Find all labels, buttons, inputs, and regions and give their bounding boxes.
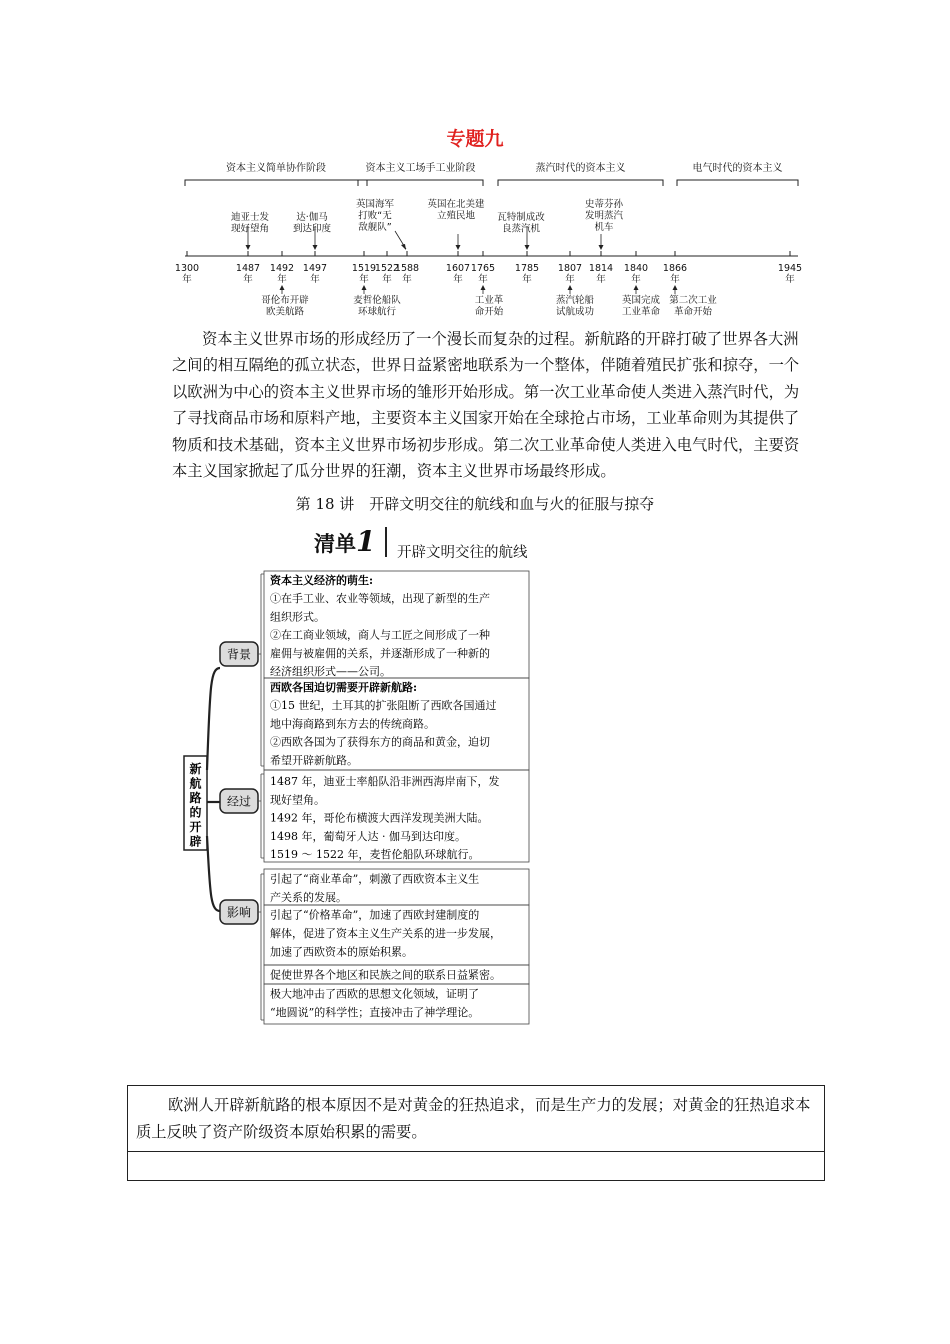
tick-unit: 年 (478, 274, 488, 285)
content-line: 解体，促进了资本主义生产关系的进一步发展， (270, 927, 501, 940)
content-line: 地中海商路到东方去的传统商路。 (270, 717, 435, 731)
root-char: 开 (189, 820, 202, 834)
lecture-heading: 第 18 讲 开辟文明交往的航线和血与火的征服与掠夺 (295, 495, 655, 513)
event-below-label: 工业革 (474, 295, 504, 306)
event-above-label: 瓦特制成改 (497, 212, 545, 223)
content-line: 1519 ～ 1522 年，麦哲伦船队环球航行。 (270, 848, 480, 862)
tick-unit: 年 (522, 274, 532, 285)
event-below-label: 工业革命 (621, 306, 661, 318)
tick-year: 1588 (394, 263, 420, 274)
branch-connector (207, 668, 220, 770)
content-line: 产关系的发展。 (270, 891, 347, 904)
intro-paragraph: 资本主义世界市场的形成经历了一个漫长而复杂的过程。新航路的开辟打破了世界各大洲之间的相互隔绝的孤立状态，世界日益紧密地联系为一个整体，伴随着殖民扩张和掠夺，一个以欧洲为中心的资本主义世界市场的雏形开始形成。第一次工业革命使人类进入蒸汽时代，为了寻找商品市场和原料产地，主要资本主义国家开始在全球抢占市场，工业革命则为其提供了物质和技术基础，资本主义世界市场初步形成。第二次工业革命使人类进入电气时代，主要资本主义国家掀起了瓜分世界的狂潮，资本主义世界市场最终形成。 (172, 330, 800, 481)
bracket-line (258, 874, 264, 1020)
tick-year: 1807 (557, 263, 583, 274)
arrow-head (313, 245, 318, 250)
content-line: 组织形式。 (270, 610, 325, 624)
arrow-head (362, 285, 367, 290)
event-below-label: 麦哲伦船队 (353, 295, 401, 306)
tick-year: 1487 (235, 263, 261, 274)
content-line: “地圆说”的科学性；直接冲击了神学理论。 (270, 1006, 480, 1019)
history-timeline (170, 150, 810, 320)
bracket-line (258, 774, 264, 858)
content-line: 经济组织形式——公司。 (270, 665, 391, 679)
content-line: 1487 年，迪亚士率船队沿非洲西海岸南下，发 (270, 775, 500, 788)
tick-year: 1497 (302, 263, 328, 274)
checklist-subtitle: 开辟文明交往的航线 (396, 545, 528, 561)
tick-unit: 年 (382, 274, 392, 285)
arrow-head (568, 285, 573, 290)
checklist-prefix: 清单 (314, 532, 356, 556)
tick-unit: 年 (565, 274, 575, 285)
checklist-divider (385, 527, 387, 557)
content-line: ①在手工业、农业等领域，出现了新型的生产 (270, 592, 490, 605)
tick-unit: 年 (785, 274, 795, 285)
event-above-label: 英国在北美建 (427, 199, 485, 210)
tick-year: 1519 (351, 263, 377, 274)
content-line: 现好望角。 (270, 793, 325, 807)
arrow-head (401, 244, 406, 250)
tick-year: 1522 (374, 263, 400, 274)
bracket-line (258, 574, 264, 766)
stage-label: 电气时代的资本主义 (692, 163, 783, 174)
page-title: 专题九 (446, 128, 504, 150)
event-above-label: 良蒸汽机 (501, 223, 541, 235)
tick-unit: 年 (453, 274, 463, 285)
content-line: 1492 年，哥伦布横渡大西洋发现美洲大陆。 (270, 811, 489, 825)
event-below-label: 第二次工业 (669, 295, 717, 306)
event-above-label: 发明蒸汽 (584, 210, 624, 222)
tick-unit: 年 (670, 274, 680, 285)
content-box (264, 571, 529, 678)
tick-year: 1840 (623, 263, 649, 274)
stage-label: 资本主义简单协作阶段 (226, 163, 326, 174)
root-char: 航 (189, 776, 202, 791)
event-above-label: 迪亚士发 (230, 212, 270, 223)
branch-node-label: 经过 (226, 794, 252, 809)
content-line: 希望开辟新航路。 (270, 753, 358, 767)
arrow-head (456, 245, 461, 250)
stage-label: 资本主义工场手工业阶段 (365, 163, 476, 174)
stage-bracket (498, 180, 663, 186)
event-above-label: 打败“无 (358, 210, 392, 222)
tick-year: 1814 (588, 263, 614, 274)
arrow-head (525, 245, 530, 250)
note-box (127, 1085, 825, 1181)
event-below-label: 命开始 (474, 306, 504, 318)
tick-unit: 年 (182, 274, 192, 285)
content-line: 促使世界各个地区和民族之间的联系日益紧密。 (270, 968, 501, 982)
root-char: 的 (189, 805, 202, 820)
note-text: 欧洲人开辟新航路的根本原因不是对黄金的狂热追求，而是生产力的发展；对黄金的狂热追求本质上反映了资产阶级资本原始积累的需要。 (128, 1086, 824, 1152)
event-above-label: 史蒂芬孙 (584, 199, 624, 210)
content-line: 1498 年，葡萄牙人达 · 伽马到达印度。 (270, 829, 466, 843)
arrow-head (246, 245, 251, 250)
tick-year: 1785 (514, 263, 540, 274)
tick-unit: 年 (631, 274, 641, 285)
event-below-label: 哥伦布开辟 (261, 295, 309, 306)
event-below-label: 英国完成 (621, 295, 661, 306)
event-below-label: 环球航行 (357, 306, 397, 318)
root-char: 新 (189, 762, 202, 776)
event-above-label: 敌舰队” (358, 222, 392, 233)
arrow-head (280, 285, 285, 290)
event-above-label: 英国海军 (355, 199, 395, 210)
tick-year: 1765 (470, 263, 496, 274)
arrow-head (599, 245, 604, 250)
event-below-label: 欧美航路 (265, 306, 305, 318)
tick-unit: 年 (402, 274, 412, 285)
arrow-head (634, 285, 639, 290)
content-line: ①15 世纪，土耳其的扩张阻断了西欧各国通过 (270, 699, 497, 712)
tick-unit: 年 (310, 274, 320, 285)
event-below-label: 革命开始 (673, 306, 713, 318)
content-line: ②在工商业领域，商人与工匠之间形成了一种 (270, 628, 490, 642)
event-below-label: 试航成功 (555, 306, 595, 318)
event-above-label: 现好望角 (230, 223, 270, 235)
stage-label: 蒸汽时代的资本主义 (535, 163, 626, 174)
tick-year: 1607 (445, 263, 471, 274)
root-char: 辟 (189, 834, 202, 849)
content-line: 引起了“商业革命”，刺激了西欧资本主义生 (270, 872, 480, 886)
content-line: 引起了“价格革命”，加速了西欧封建制度的 (270, 908, 480, 922)
tick-year: 1945 (777, 263, 803, 274)
tick-year: 1866 (662, 263, 688, 274)
branch-connector (207, 836, 220, 911)
content-heading: 西欧各国迫切需要开辟新航路: (270, 681, 418, 694)
content-line: ②西欧各国为了获得东方的商品和黄金，迫切 (270, 735, 490, 749)
content-line: 加速了西欧资本的原始积累。 (270, 945, 413, 959)
content-heading: 资本主义经济的萌生: (270, 574, 374, 587)
event-above-label: 到达印度 (292, 223, 332, 235)
root-char: 路 (189, 791, 202, 805)
content-line: 雇佣与被雇佣的关系，并逐渐形成了一种新的 (270, 646, 490, 660)
stage-bracket (677, 180, 798, 186)
checklist-heading (314, 525, 527, 559)
tick-unit: 年 (596, 274, 606, 285)
mind-map (180, 570, 540, 1030)
tick-year: 1492 (269, 263, 295, 274)
stage-bracket (358, 180, 483, 186)
arrow-head (481, 285, 486, 290)
tick-unit: 年 (359, 274, 369, 285)
arrow-head (673, 285, 678, 290)
event-above-label: 立殖民地 (436, 210, 476, 222)
branch-node-label: 影响 (226, 905, 252, 920)
tick-year: 1300 (174, 263, 200, 274)
checklist-number: 1 (356, 525, 376, 558)
event-above-label: 机车 (594, 222, 614, 233)
branch-node-label: 背景 (226, 647, 252, 662)
event-below-label: 蒸汽轮船 (555, 295, 595, 306)
event-above-label: 达·伽马 (296, 212, 328, 223)
tick-unit: 年 (243, 274, 253, 285)
content-line: 极大地冲击了西欧的思想文化领域，证明了 (270, 987, 479, 1001)
stage-bracket (185, 180, 367, 186)
tick-unit: 年 (277, 274, 287, 285)
